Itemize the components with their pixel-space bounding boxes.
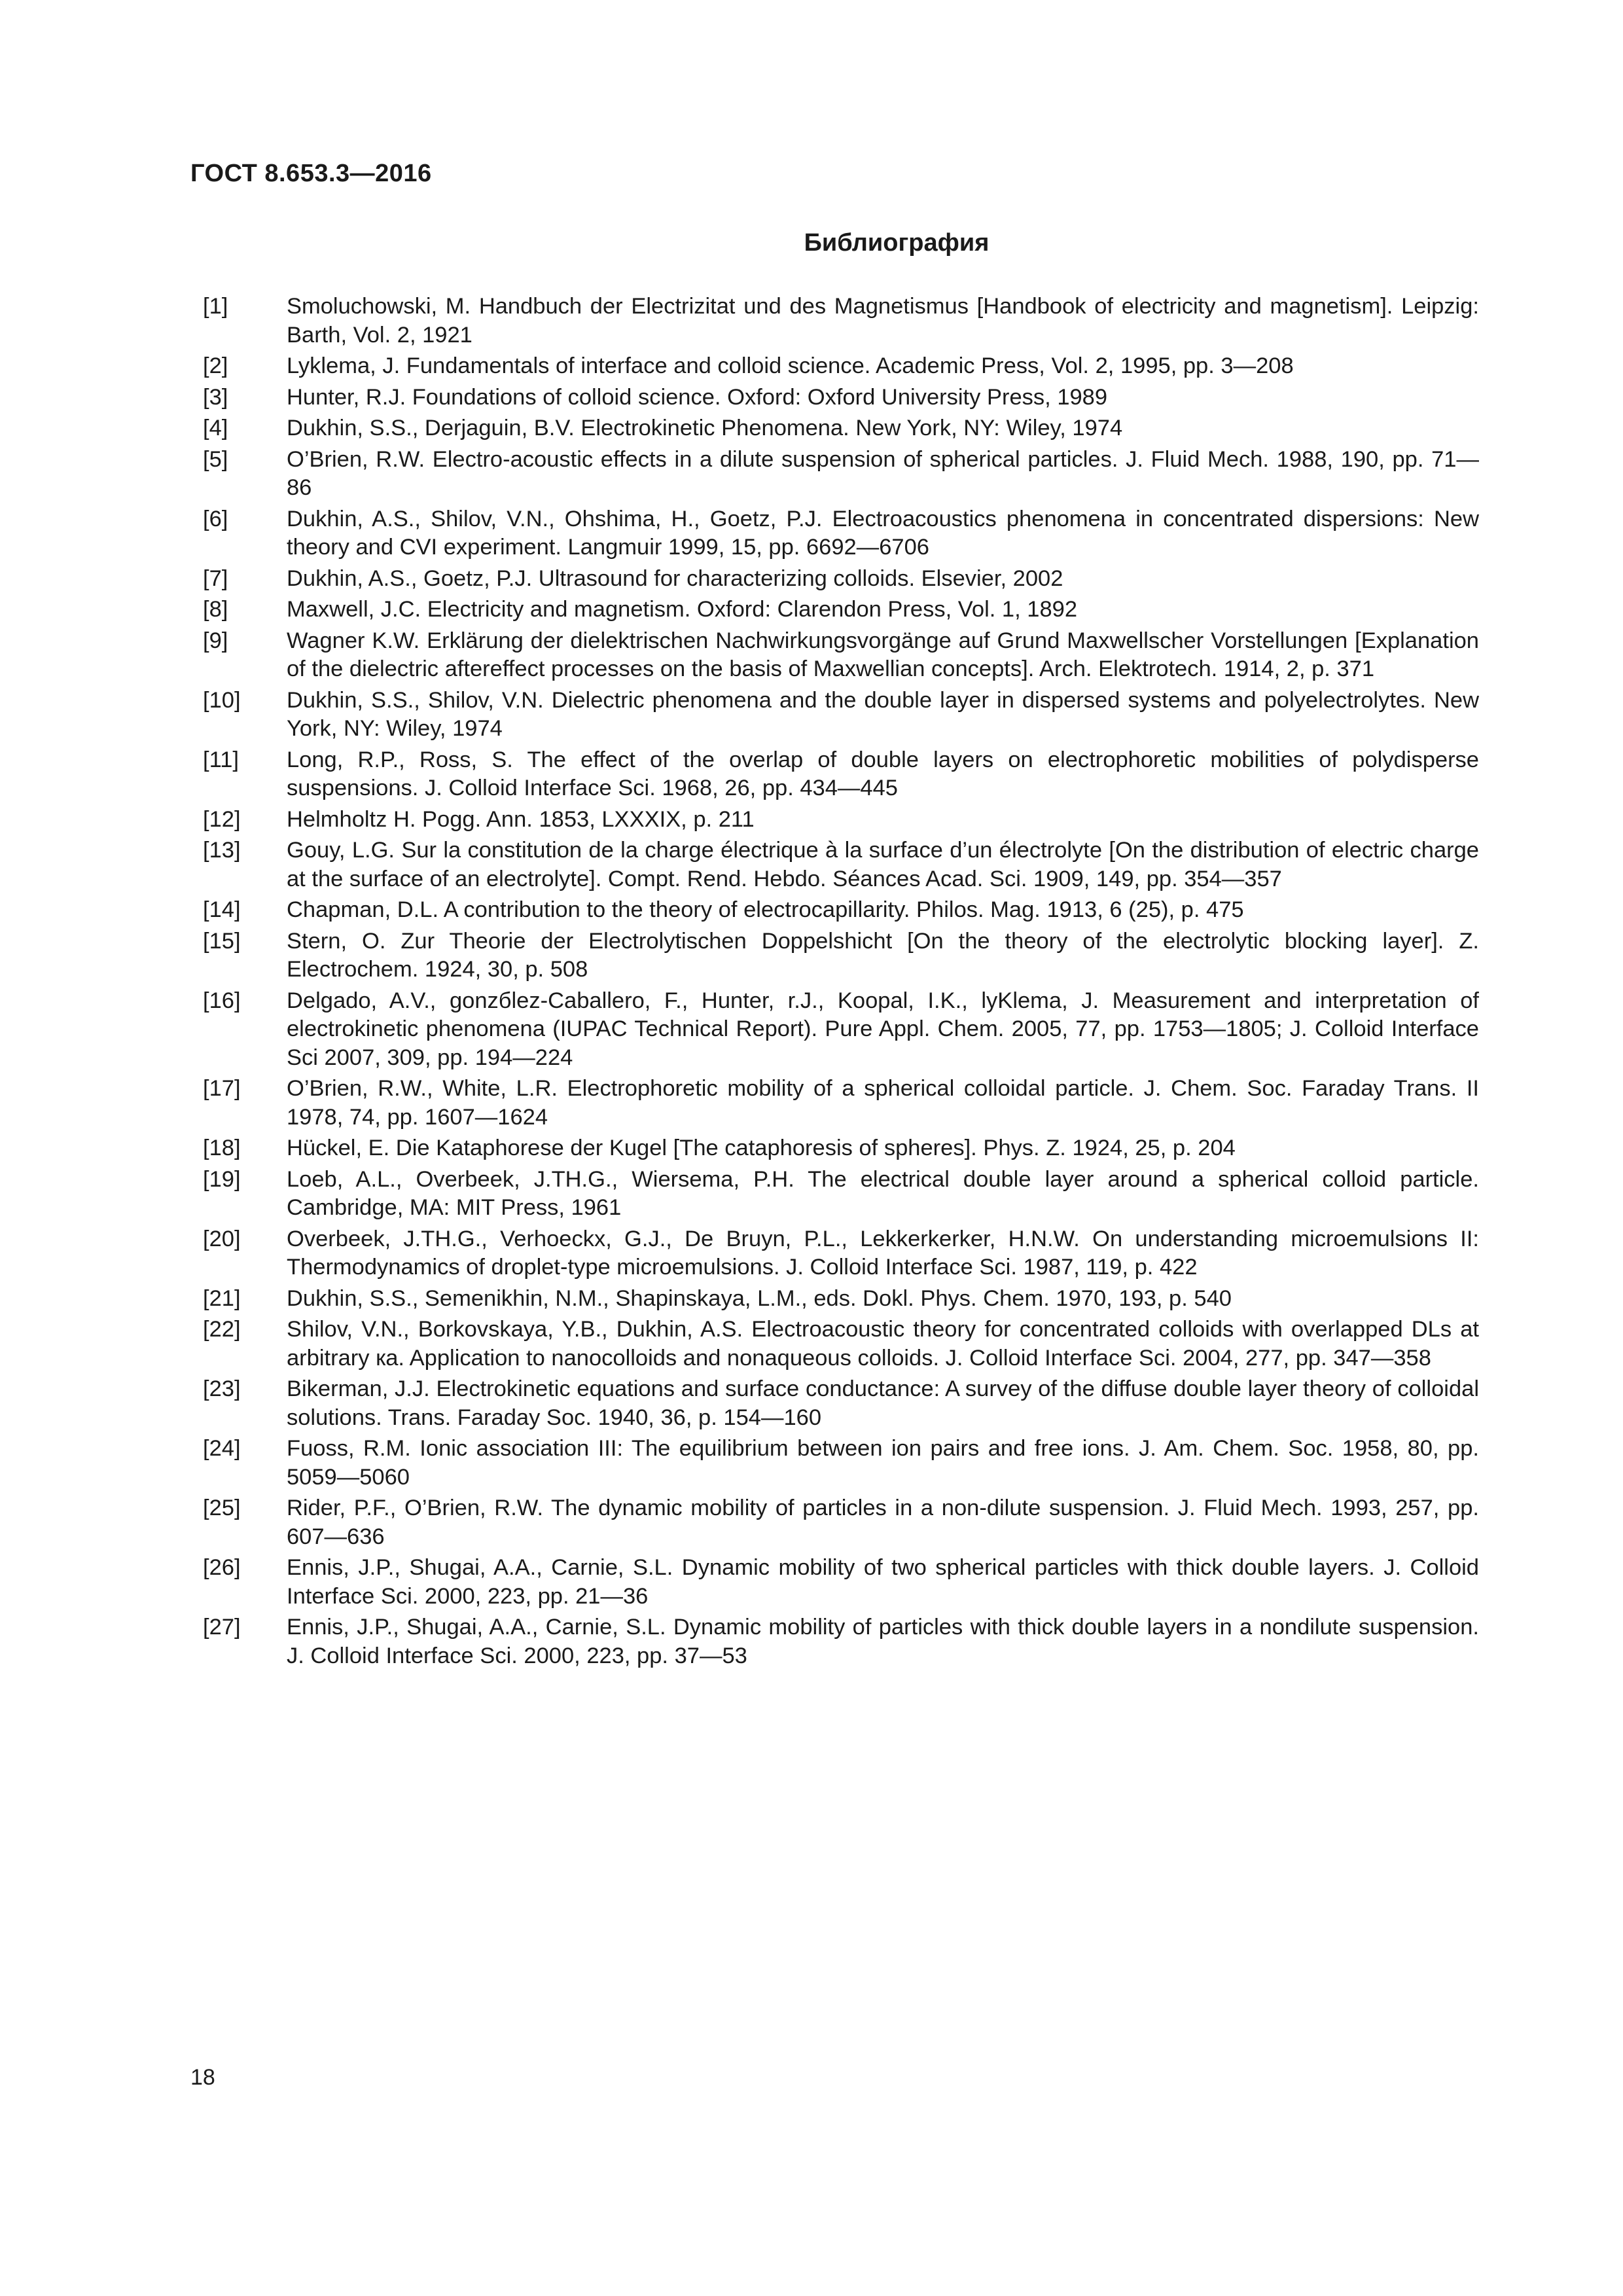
- bibliography-entry: [203, 1075, 1479, 1132]
- reference-number: [2]: [203, 353, 228, 378]
- bibliography-entry: [203, 627, 1479, 684]
- bibliography-entry: [203, 746, 1479, 803]
- bibliography-entry: [203, 352, 1479, 381]
- bibliography-entry: [203, 806, 1479, 834]
- reference-number: [12]: [203, 806, 241, 832]
- bibliography-entry: [203, 927, 1479, 984]
- bibliography-entry: [203, 596, 1479, 624]
- bibliography-entry: [203, 1166, 1479, 1223]
- reference-number: [14]: [203, 897, 241, 922]
- reference-number: [3]: [203, 384, 228, 410]
- reference-text: Chapman, D.L. A contribution to the theory of electrocapillarity. Philos. Mag. 1913, 6 (25), p. 475: [287, 897, 1244, 922]
- reference-number: [18]: [203, 1136, 241, 1160]
- bibliography-entry: [203, 1435, 1479, 1492]
- bibliography-entry: [203, 1375, 1479, 1432]
- reference-number: [22]: [203, 1317, 241, 1342]
- reference-text: Helmholtz H. Pogg. Ann. 1853, LXXXIX, p. 211: [287, 806, 755, 832]
- reference-text: O’Brien, R.W., White, L.R. Electrophoretic mobility of a spherical colloidal particle. J. Chem. Soc. Faraday Trans. II 1978, 74, pp. 1607—1624: [287, 1076, 1479, 1130]
- reference-text: Delgado, A.V., gonzбlez-Caballero, F., Hunter, r.J., Koopal, I.K., lyKlema, J. Measurement and interpretation of electrokinetic phenomena (IUPAC Technical Report). Pure Appl. Chem. 2005, 77, pp. 1753—1805; J. Colloid Interface Sci 2007, 309, pp. 194—224: [287, 988, 1479, 1070]
- bibliography-entry: [203, 384, 1479, 412]
- reference-text: Dukhin, A.S., Shilov, V.N., Ohshima, H., Goetz, P.J. Electroacoustics phenomena in concentrated dispersions: New theory and CVI experiment. Langmuir 1999, 15, pp. 6692—6706: [287, 506, 1479, 560]
- page-number: 18: [190, 2065, 215, 2090]
- reference-number: [8]: [203, 597, 228, 622]
- reference-number: [10]: [203, 687, 241, 713]
- reference-number: [27]: [203, 1615, 241, 1640]
- bibliography-entry: [203, 293, 1479, 350]
- reference-text: Loeb, A.L., Overbeek, J.TH.G., Wiersema, P.H. The electrical double layer around a spherical colloid particle. Cambridge, MA: MIT Press, 1961: [287, 1166, 1479, 1220]
- reference-text: Maxwell, J.C. Electricity and magnetism. Oxford: Clarendon Press, Vol. 1, 1892: [287, 597, 1078, 622]
- reference-number: [24]: [203, 1436, 241, 1461]
- reference-text: Dukhin, S.S., Semenikhin, N.M., Shapinskaya, L.M., eds. Dokl. Phys. Chem. 1970, 193, p. 540: [287, 1285, 1232, 1311]
- reference-text: Gouy, L.G. Sur la constitution de la charge électrique à la surface d’un électrolyte [On the distribution of electric charge at the surface of an electrolyte]. Compt. Rend. Hebdo. Séances Acad. Sci. 1909, 149, pp. 354—357: [287, 838, 1479, 891]
- reference-text: Wagner K.W. Erklärung der dielektrischen Nachwirkungsvorgänge auf Grund Maxwellscher Vorstellungen [Explanation of the dielectric aftereffect processes on the basis of Maxwellian concepts]. Arch. Elektrotech. 1914, 2, p. 371: [287, 628, 1479, 681]
- reference-text: Dukhin, S.S., Shilov, V.N. Dielectric phenomena and the double layer in dispersed systems and polyelectrolytes. New York, NY: Wiley, 1974: [287, 687, 1479, 741]
- reference-number: [7]: [203, 565, 228, 591]
- reference-text: Fuoss, R.M. Ionic association III: The equilibrium between ion pairs and free ions. J. Am. Chem. Soc. 1958, 80, pp. 5059—5060: [287, 1436, 1479, 1490]
- bibliography-entry: [203, 987, 1479, 1073]
- reference-number: [9]: [203, 628, 228, 653]
- reference-text: Hunter, R.J. Foundations of colloid science. Oxford: Oxford University Press, 1989: [287, 384, 1108, 410]
- reference-text: Shilov, V.N., Borkovskaya, Y.B., Dukhin, A.S. Electroacoustic theory for concentrated colloids with overlapped DLs at arbitrary кa. Application to nanocolloids and nonaqueous colloids. J. Colloid Interface Sci. 2004, 277, pp. 347—358: [287, 1317, 1479, 1371]
- bibliography-entry: [203, 565, 1479, 594]
- reference-number: [15]: [203, 928, 241, 954]
- reference-number: [17]: [203, 1076, 241, 1101]
- reference-number: [20]: [203, 1226, 241, 1251]
- bibliography-entry: [203, 1134, 1479, 1163]
- reference-text: Dukhin, A.S., Goetz, P.J. Ultrasound for characterizing colloids. Elsevier, 2002: [287, 565, 1063, 591]
- reference-text: Lyklema, J. Fundamentals of interface and colloid science. Academic Press, Vol. 2, 1995, pp. 3—208: [287, 353, 1294, 378]
- section-title: Библиография: [804, 229, 990, 257]
- reference-text: Ennis, J.P., Shugai, A.A., Carnie, S.L. Dynamic mobility of particles with thick double layers in a nondilute suspension. J. Colloid Interface Sci. 2000, 223, pp. 37—53: [287, 1615, 1479, 1668]
- reference-number: [5]: [203, 446, 228, 472]
- bibliography-entry: [203, 896, 1479, 925]
- bibliography-entry: [203, 446, 1479, 503]
- bibliography-entry: [203, 1613, 1479, 1670]
- reference-number: [13]: [203, 838, 241, 863]
- reference-number: [11]: [203, 747, 239, 772]
- reference-text: Rider, P.F., O’Brien, R.W. The dynamic mobility of particles in a non-dilute suspension. J. Fluid Mech. 1993, 257, pp. 607—636: [287, 1496, 1479, 1549]
- bibliography-entry: [203, 687, 1479, 744]
- reference-number: [21]: [203, 1285, 241, 1311]
- reference-text: Bikerman, J.J. Electrokinetic equations and surface conductance: A survey of the diffuse double layer theory of colloidal solutions. Trans. Faraday Soc. 1940, 36, p. 154—160: [287, 1376, 1479, 1430]
- reference-text: Long, R.P., Ross, S. The effect of the overlap of double layers on electrophoretic mobilities of polydisperse suspensions. J. Colloid Interface Sci. 1968, 26, pp. 434—445: [287, 747, 1479, 800]
- reference-number: [19]: [203, 1166, 241, 1192]
- bibliography-entry: [203, 1316, 1479, 1372]
- bibliography-entry: [203, 836, 1479, 893]
- bibliography-entry: [203, 1225, 1479, 1282]
- bibliography-list: [203, 293, 1479, 1673]
- bibliography-entry: [203, 1285, 1479, 1314]
- reference-number: [6]: [203, 506, 228, 531]
- reference-text: Dukhin, S.S., Derjaguin, B.V. Electrokinetic Phenomena. New York, NY: Wiley, 1974: [287, 416, 1123, 440]
- bibliography-entry: [203, 505, 1479, 562]
- reference-text: Hückel, E. Die Kataphorese der Kugel [The cataphoresis of spheres]. Phys. Z. 1924, 25, p. 204: [287, 1136, 1236, 1160]
- reference-text: Ennis, J.P., Shugai, A.A., Carnie, S.L. Dynamic mobility of two spherical particles with thick double layers. J. Colloid Interface Sci. 2000, 223, pp. 21—36: [287, 1555, 1479, 1609]
- reference-number: [26]: [203, 1555, 241, 1580]
- reference-number: [23]: [203, 1376, 241, 1401]
- reference-number: [25]: [203, 1496, 241, 1520]
- document-header: ГОСТ 8.653.3—2016: [190, 160, 432, 187]
- bibliography-entry: [203, 1554, 1479, 1611]
- reference-text: O’Brien, R.W. Electro-acoustic effects in a dilute suspension of spherical particles. J. Fluid Mech. 1988, 190, pp. 71—86: [287, 446, 1479, 500]
- bibliography-entry: [203, 414, 1479, 443]
- reference-text: Stern, O. Zur Theorie der Electrolytischen Doppelshicht [On the theory of the electrolytic blocking layer]. Z. Electrochem. 1924, 30, p. 508: [287, 928, 1479, 982]
- reference-number: [4]: [203, 416, 228, 440]
- reference-text: Smoluchowski, M. Handbuch der Electrizitat und des Magnetismus [Handbook of electricity and magnetism]. Leipzig: Barth, Vol. 2, 1921: [287, 294, 1479, 348]
- reference-text: Overbeek, J.TH.G., Verhoeckx, G.J., De Bruyn, P.L., Lekkerkerker, H.N.W. On understanding microemulsions II: Thermodynamics of droplet-type microemulsions. J. Colloid Interface Sci. 1987, 119, p. 422: [287, 1226, 1479, 1280]
- reference-number: [16]: [203, 988, 241, 1013]
- reference-number: [1]: [203, 294, 228, 319]
- bibliography-entry: [203, 1494, 1479, 1551]
